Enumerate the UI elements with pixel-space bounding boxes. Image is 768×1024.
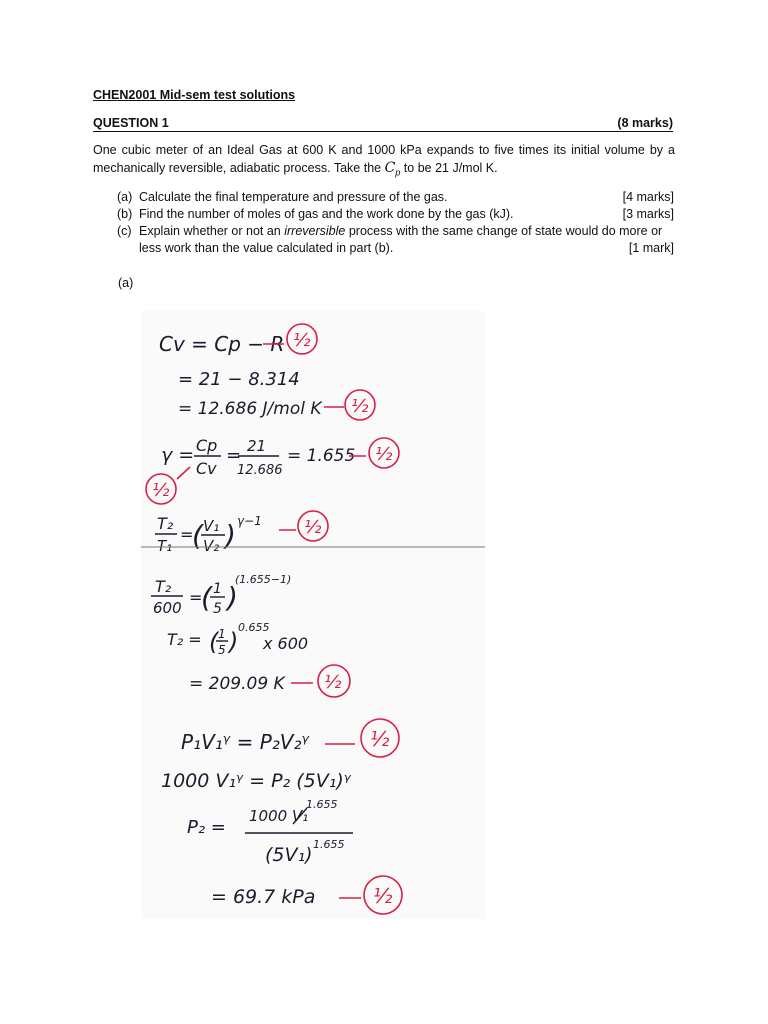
hw-one-b: 1 [218,627,226,641]
part-item-c [117,223,674,257]
hw-cv-result: = 12.686 J/mol K [178,399,322,419]
part-text [139,223,669,257]
part-a-label: (a) [118,276,134,290]
hw-equals: = [180,525,194,544]
hw-p-num-exp: 1.655 [306,798,338,811]
hw-t2: T₂ [157,514,174,533]
hw-p2: P₂ = [187,817,226,838]
hw-p-den: (5V₁) [265,844,313,866]
half-mark: ½ [375,444,393,465]
cp-subscript: p [395,167,401,178]
part-label: (b) [117,207,133,221]
hw-one: 1 [213,581,222,597]
hw-cp: Cp [196,436,218,455]
part-text-after: process with the same change of state would do more or less work than the value calculated in part (b). [139,224,663,255]
hw-exp-0655: 0.655 [238,621,270,634]
mark-connector [177,467,190,479]
question-intro [93,141,675,182]
hw-t2-result: = 209.09 K [189,674,285,694]
part-label: (c) [117,224,132,238]
document-title: CHEN2001 Mid-sem test solutions [93,88,296,102]
handwritten-solution-scan [141,311,485,919]
hw-p-line1: P₁V₁ᵞ = P₂V₂ᵞ [181,730,309,754]
intro-text-after: to be 21 J/mol K. [400,161,498,175]
half-mark: ½ [152,480,170,501]
part-marks: [3 marks] [622,207,674,221]
half-mark: ½ [304,517,322,538]
question-label: QUESTION 1 [93,116,169,130]
part-item-a [117,189,674,206]
part-text: Calculate the final temperature and pressure of the gas. [139,190,448,204]
half-mark: ½ [324,672,342,693]
hw-p-den-exp: 1.655 [313,838,345,851]
hw-equals: = [189,588,203,607]
hw-five-b: 5 [218,643,226,657]
hw-five: 5 [213,601,222,617]
hw-cv-sub: = 21 − 8.314 [178,369,300,390]
part-marks: [1 mark] [628,241,674,255]
hw-exp-1655m1: (1.655−1) [235,573,292,586]
hw-21: 21 [247,437,267,455]
handwritten-solution-drawing [141,311,485,919]
hw-12686: 12.686 [237,463,283,478]
hw-t1: T₁ [157,537,173,555]
hw-p-result: = 69.7 kPa [211,886,316,908]
hw-paren: ) [225,519,236,552]
part-text-italic: irreversible [284,224,346,238]
hw-paren: ( [209,628,219,656]
hw-paren: ) [229,628,239,656]
part-label: (a) [117,190,133,204]
hw-paren: ( [192,519,203,552]
half-mark: ½ [373,884,393,908]
half-mark: ½ [293,330,311,351]
hw-paren: ( [201,581,212,614]
hw-v2: V₂ [203,537,220,555]
hw-paren: ) [227,581,238,614]
hw-p-num: 1000 V₁ [249,807,309,825]
question-marks: (8 marks) [617,116,673,130]
hw-p-line2: 1000 V₁ᵞ = P₂ (5V₁)ᵞ [161,770,351,792]
half-mark: ½ [370,727,390,751]
hw-600: 600 [153,599,182,617]
part-item-b [117,206,674,223]
hw-x600: x 600 [263,634,309,653]
hw-cv: Cv [196,459,217,478]
intro-text-before: One cubic meter of an Ideal Gas at 600 K and 1000 kPa expands to five times its initial volume by a mechanically reversible, adiabatic process. Take the [93,143,675,175]
hw-cv-line: Cv = Cp − R [159,332,285,356]
hw-v1: V₁ [203,517,220,535]
part-text: Find the number of moles of gas and the work done by the gas (kJ). [139,207,514,221]
part-text-before: Explain whether or not an [139,224,285,238]
hw-gamma-val: = 1.655 [287,446,356,466]
part-marks: [4 marks] [622,190,674,204]
hw-gamma-lhs: γ = [161,444,195,466]
hw-eq: = [226,445,242,466]
hw-exp-g1: γ−1 [237,514,262,528]
hw-t2b: T₂ [155,577,172,596]
half-mark: ½ [351,396,369,417]
hw-t2c: T₂ = [167,630,202,649]
cp-symbol: C [384,160,396,176]
question-heading [93,116,673,132]
